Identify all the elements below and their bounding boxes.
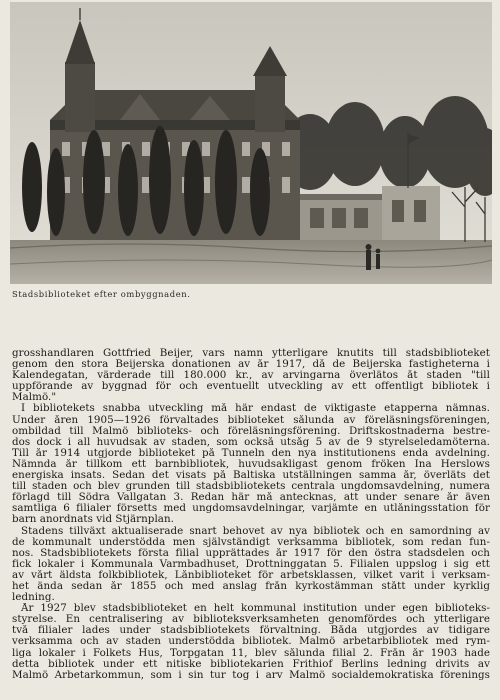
text-line: energiska insats. Sedan det visats på Baltiska utställningen samma år, överläts det — [12, 470, 490, 482]
text-line: detta bibliotek under ett nitiske bibliotekarien Frithiof Berlins ledning drivits av — [12, 658, 490, 670]
text-line: liga lokaler i Folkets Hus, Torpgatan 11, blev sålunda filial 2. Från år 1903 hade — [12, 647, 490, 659]
text-line: het ända sedan år 1855 och med anslag från kyrkostämman stått under kyrklig — [12, 580, 490, 592]
text-line: nos. Stadsbibliotekets första filial upprättades år 1917 för den östra stadsdelen och — [12, 547, 490, 559]
stadsbiblioteket-illustration — [10, 2, 492, 284]
text-line: Malmö." — [12, 392, 57, 404]
paragraph-4 — [12, 603, 490, 681]
text-line: två filialer lades under stadsbibliotekets förvaltning. Båda utgjordes av tidigare — [12, 625, 490, 637]
paragraph-2 — [12, 403, 490, 525]
text-line: barn anordnats vid Stjärnplan. — [12, 514, 174, 526]
text-line: Under åren 1905—1926 förvaltades biblioteket sålunda av föreläsningsföreningen, — [12, 414, 490, 426]
text-line: samtliga 6 filialer försetts med ungdomsavdelningar, varjämte en utlåningsstation för — [12, 503, 490, 515]
text-line: År 1927 blev stadsbiblioteket en helt kommunal institution under egen biblioteks- — [21, 603, 490, 615]
paragraph-1 — [12, 348, 490, 403]
text-line: av vårt äldsta folkbibliotek, Lånbiblioteket för arbetsklassen, vilket varit i verksam- — [12, 569, 490, 581]
text-line: till staden och blev grunden till stadsbibliotekets centrala ungdomsavdelning, numera — [12, 481, 490, 493]
text-line: Nämnda år tillkom ett barnbibliotek, huvudsakligast genom fröken Ina Herslows — [12, 458, 490, 470]
text-line: ledning. — [12, 592, 55, 604]
text-line: förlagd till Södra Vallgatan 3. Redan här må antecknas, att under senare år även — [12, 492, 490, 504]
text-line: fick lokaler i Kommunala Varmbadhuset, Drottninggatan 5. Filialen uppslog i sig ett — [12, 558, 490, 570]
figure-caption: Stadsbiblioteket efter ombyggnaden. — [12, 289, 191, 299]
text-line: Kalendegatan, värderade till 180.000 kr., av arvingarna överlätos åt staden "till — [12, 370, 490, 382]
text-line: verksamma och av staden understödda bibliotek. Malmö arbetarbibliotek med rym- — [12, 636, 490, 648]
building-drawing — [10, 2, 492, 284]
text-line: grosshandlaren Gottfried Beijer, vars namn ytterligare knutits till stadsbiblioteket — [12, 348, 490, 359]
text-line: uppförande av byggnad för och eventuellt utveckling av ett offentligt bibliotek i — [12, 381, 490, 393]
text-line: de kommunalt understödda men självständigt verksamma bibliotek, som redan fun- — [12, 536, 490, 548]
text-line: Stadens tillväxt aktualiserade snart behovet av nya bibliotek och en samordning av — [21, 525, 490, 537]
text-line: dos dock i all huvudsak av staden, som också utsåg 5 av de 9 styrelseledamöterna. — [12, 436, 490, 448]
text-line: Till år 1914 utgjorde biblioteket på Tunneln den nya institutionens enda avdelning. — [12, 447, 490, 459]
text-line: ombildad till Malmö biblioteks- och föreläsningsförening. Driftskostnaderna bestre- — [12, 425, 490, 437]
article-body — [12, 348, 490, 681]
text-line: styrelse. En centralisering av biblioteksverksamheten genomfördes och ytterligare — [12, 614, 490, 626]
text-line: I bibliotekets snabba utveckling må här endast de viktigaste etapperna nämnas. — [21, 403, 490, 415]
text-line: genom den stora Beijerska donationen av år 1917, då de Beijerska fastigheterna i — [12, 359, 490, 371]
text-line: Malmö Arbetarkommun, som i sin tur tog i arv Malmö socialdemokratiska förenings — [12, 669, 490, 681]
paragraph-3 — [12, 526, 490, 604]
